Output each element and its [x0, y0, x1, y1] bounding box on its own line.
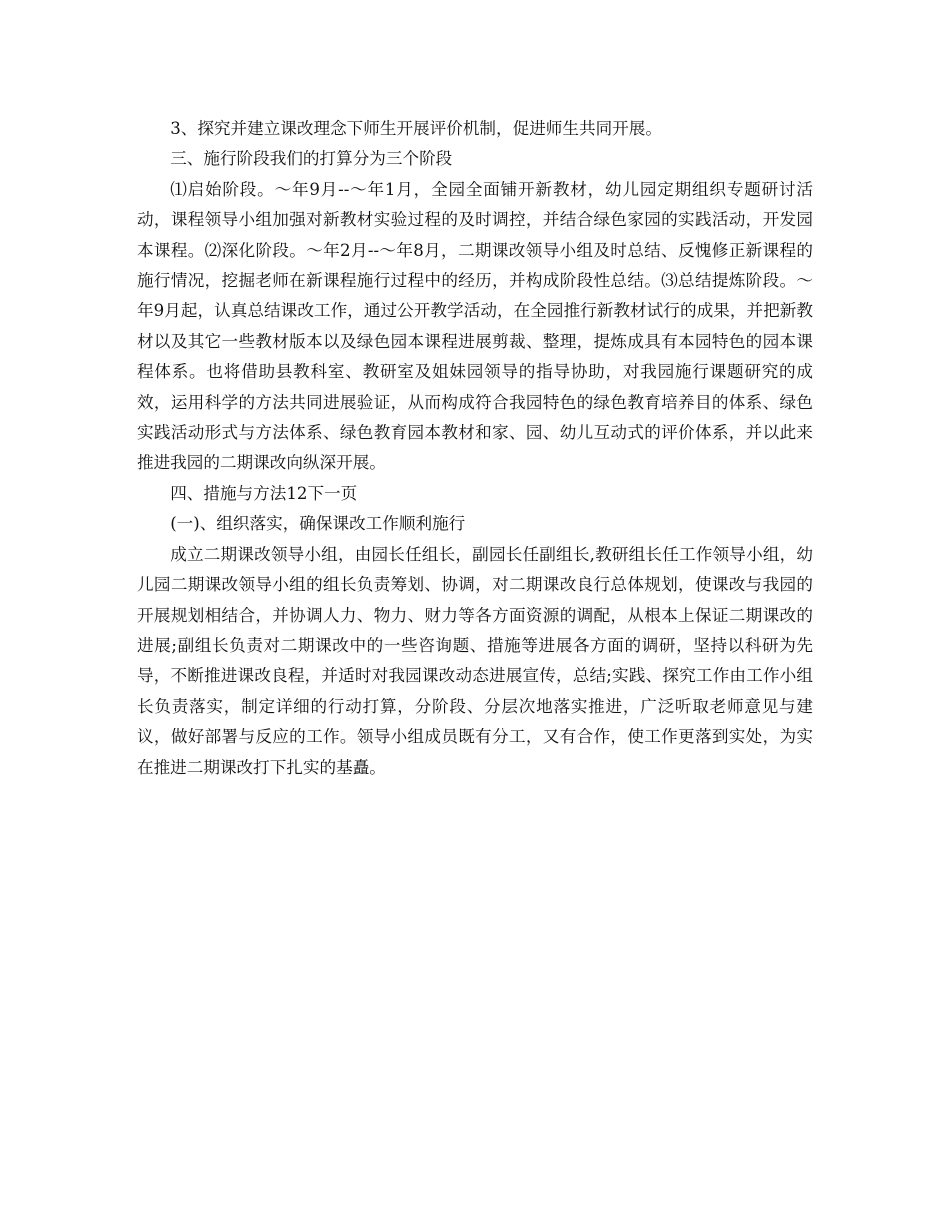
heading-measures-methods: 四、措施与方法12下一页 [170, 483, 358, 503]
paragraph-stages-detail: ⑴启始阶段。～年9月--～年1月，全园全面铺开新教材，幼儿园定期组织专题研讨活动，课程领导小组加强对新教材实验过程的及时调控，并结合绿色家园的实践活动，开发园本课程。⑵深化阶段。～年2月--～年8月，二期课改领导小组及时总结、反愧修正新课程的施行情况，挖掘老师在新课程施行过程中的经历，并构成阶段性总结。⑶总结提炼阶段。～年9月起，认真总结课改工作，通过公开教学活动，在全园推行新教材试行的成果，并把新教材以及其它一些教材版本以及绿色园本课程进展剪裁、整理，提炼成具有本园特色的园本课程体系。也将借助县教科室、教研室及姐妹园领导的指导协助，对我园施行课题研究的成效，运用科学的方法共同进展验证，从而构成符合我园特色的绿色教育培养目的体系、绿色实践活动形式与方法体系、绿色教育园本教材和家、园、幼儿互动式的评价体系，并以此来推进我园的二期课改向纵深开展。 [137, 179, 813, 473]
paragraph-leadership-group: 成立二期课改领导小组，由园长任组长，副园长任副组长,教研组长任工作领导小组，幼儿园二期课改领导小组的组长负责筹划、协调，对二期课改良行总体规划，使课改与我园的开展规划相结合，并协调人力、物力、财力等各方面资源的调配，从根本上保证二期课改的进展;副组长负责对二期课改中的一些咨询题、措施等进展各方面的调研，坚持以科研为先导，不断推进课改良程，并适时对我园课改动态进展宣传，总结;实践、探究工作由工作小组长负责落实，制定详细的行动打算，分阶段、分层次地落实推进，广泛听取老师意见与建议，做好部署与反应的工作。领导小组成员既有分工，又有合作，使工作更落到实处，为实在推进二期课改打下扎实的基矗。 [137, 544, 813, 777]
heading-implementation-stages: 三、施行阶段我们的打算分为三个阶段 [170, 149, 453, 169]
subheading-organization: (一)、组织落实，确保课改工作顺利施行 [170, 514, 466, 534]
document-body [137, 114, 813, 783]
paragraph-goal-3: 3、探究并建立课改理念下师生开展评价机制，促进师生共同开展。 [170, 119, 662, 138]
